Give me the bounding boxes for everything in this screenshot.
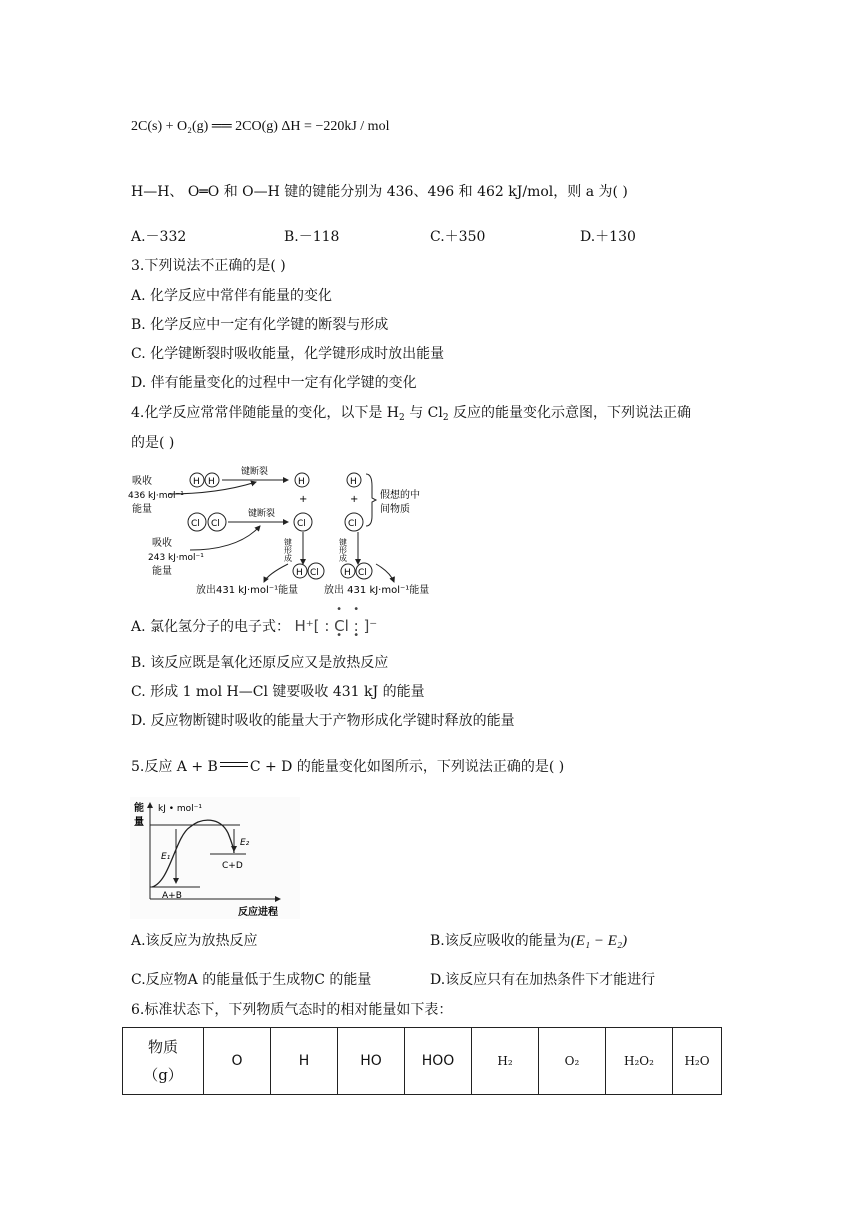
plus-1: +	[299, 494, 308, 505]
atom-h4: H	[296, 568, 303, 578]
absorb1-line1: 吸收	[132, 476, 152, 487]
absorb1-line2: 436 kJ·mol⁻¹	[128, 491, 184, 501]
absorb2-line2: 243 kJ·mol⁻¹	[148, 553, 204, 563]
energy-table	[122, 1027, 722, 1095]
graph-products: C+D	[222, 861, 243, 871]
q5-option-b: B.该反应吸收的能量为(E₁ − E₂)	[430, 933, 628, 949]
absorb1-line3: 能量	[132, 504, 152, 515]
atom-h3: H	[298, 477, 305, 487]
q2-option-a: A.－332	[131, 229, 187, 245]
atom-h6: H	[344, 568, 351, 578]
graph-ylabel-1: 能	[134, 803, 144, 814]
atom-cl6: Cl	[358, 568, 367, 578]
table-cell: O₂	[539, 1028, 606, 1095]
atom-cl5: Cl	[348, 519, 357, 529]
hypo-line2: 间物质	[380, 504, 410, 515]
release-1: 放出431 kJ·mol⁻¹能量	[196, 585, 299, 596]
q4-option-b: B. 该反应既是氧化还原反应又是放热反应	[131, 655, 389, 671]
atom-h1: H	[193, 477, 200, 487]
q3-stem: 3.下列说法不正确的是( )	[131, 258, 286, 274]
hypo-line1: 假想的中	[380, 490, 420, 501]
plus-2: +	[350, 494, 359, 505]
equation: 2C(s) + O₂(g) ══ 2CO(g) ΔH = −220kJ / mol	[131, 119, 390, 134]
break-label-2: 键断裂	[248, 509, 276, 519]
graph-ylabel-2: 量	[134, 817, 144, 828]
electron-formula: H⁺[ : • • Cl • • : ]⁻	[294, 604, 378, 641]
q4-stem-line2: 的是( )	[131, 435, 175, 451]
absorb2-line1: 吸收	[152, 538, 172, 549]
table-cell: HO	[338, 1028, 405, 1095]
bond-energy-question: H—H、 O═O 和 O—H 键的键能分别为 436、496 和 462 kJ/mol，则 a 为( )	[131, 184, 628, 200]
atom-cl4: Cl	[310, 568, 319, 578]
q5-option-c: C.反应物A 的能量低于生成物C 的能量	[131, 972, 372, 988]
break-label-1: 键断裂	[241, 467, 269, 477]
atom-cl2: Cl	[211, 519, 220, 529]
table-cell: H₂	[472, 1028, 539, 1095]
table-cell: HOO	[405, 1028, 472, 1095]
energy-profile-graph	[130, 797, 300, 919]
bond-energy-diagram	[128, 464, 438, 604]
table-row	[123, 1028, 722, 1095]
graph-reactants: A+B	[162, 891, 182, 901]
q5-option-a: A.该反应为放热反应	[131, 933, 258, 949]
q5-stem: 5.反应 A + B C + D 的能量变化如图所示，下列说法正确的是( )	[131, 759, 565, 775]
q6-stem: 6.标准状态下，下列物质气态时的相对能量如下表：	[131, 1002, 453, 1018]
table-cell: H₂O	[673, 1028, 722, 1095]
q2-option-c: C.＋350	[430, 229, 486, 245]
graph-unit: kJ • mol⁻¹	[158, 804, 203, 814]
form-label-2: 键形成	[338, 538, 348, 562]
q2-option-b: B.－118	[284, 229, 340, 245]
table-cell: H₂O₂	[606, 1028, 673, 1095]
q3-option-a: A. 化学反应中常伴有能量的变化	[131, 288, 333, 304]
q3-option-d: D. 伴有能量变化的过程中一定有化学键的变化	[131, 375, 417, 391]
q4-option-d: D. 反应物断键时吸收的能量大于产物形成化学键时释放的能量	[131, 713, 515, 729]
form-label-1: 键形成	[283, 538, 293, 562]
atom-cl1: Cl	[191, 519, 200, 529]
release-2: 放出 431 kJ·mol⁻¹能量	[324, 585, 430, 596]
table-header-cell: 物质 （g）	[123, 1028, 204, 1095]
atom-h2: H	[208, 477, 215, 487]
q3-option-b: B. 化学反应中一定有化学键的断裂与形成	[131, 317, 389, 333]
graph-xlabel: 反应进程	[238, 907, 278, 918]
q3-option-c: C. 化学键断裂时吸收能量，化学键形成时放出能量	[131, 346, 445, 362]
atom-h5: H	[350, 477, 357, 487]
q4-option-c: C. 形成 1 mol H—Cl 键要吸收 431 kJ 的能量	[131, 684, 425, 700]
q4-stem: 4.化学反应常常伴随能量的变化，以下是 $H_2$ 与 $Cl_2$ 反应的能量变化示意图，下列说法正确	[131, 405, 692, 423]
q4-option-a: A. 氯化氢分子的电子式： H⁺[ : • • Cl • • : ]⁻	[131, 604, 378, 641]
atom-cl3: Cl	[297, 519, 306, 529]
table-cell: O	[204, 1028, 271, 1095]
table-cell: H	[271, 1028, 338, 1095]
graph-e1: E₁	[161, 852, 171, 862]
q2-option-d: D.＋130	[580, 229, 636, 245]
absorb2-line3: 能量	[152, 566, 172, 577]
q5-option-d: D.该反应只有在加热条件下才能进行	[430, 972, 656, 988]
graph-e2: E₂	[240, 838, 250, 848]
